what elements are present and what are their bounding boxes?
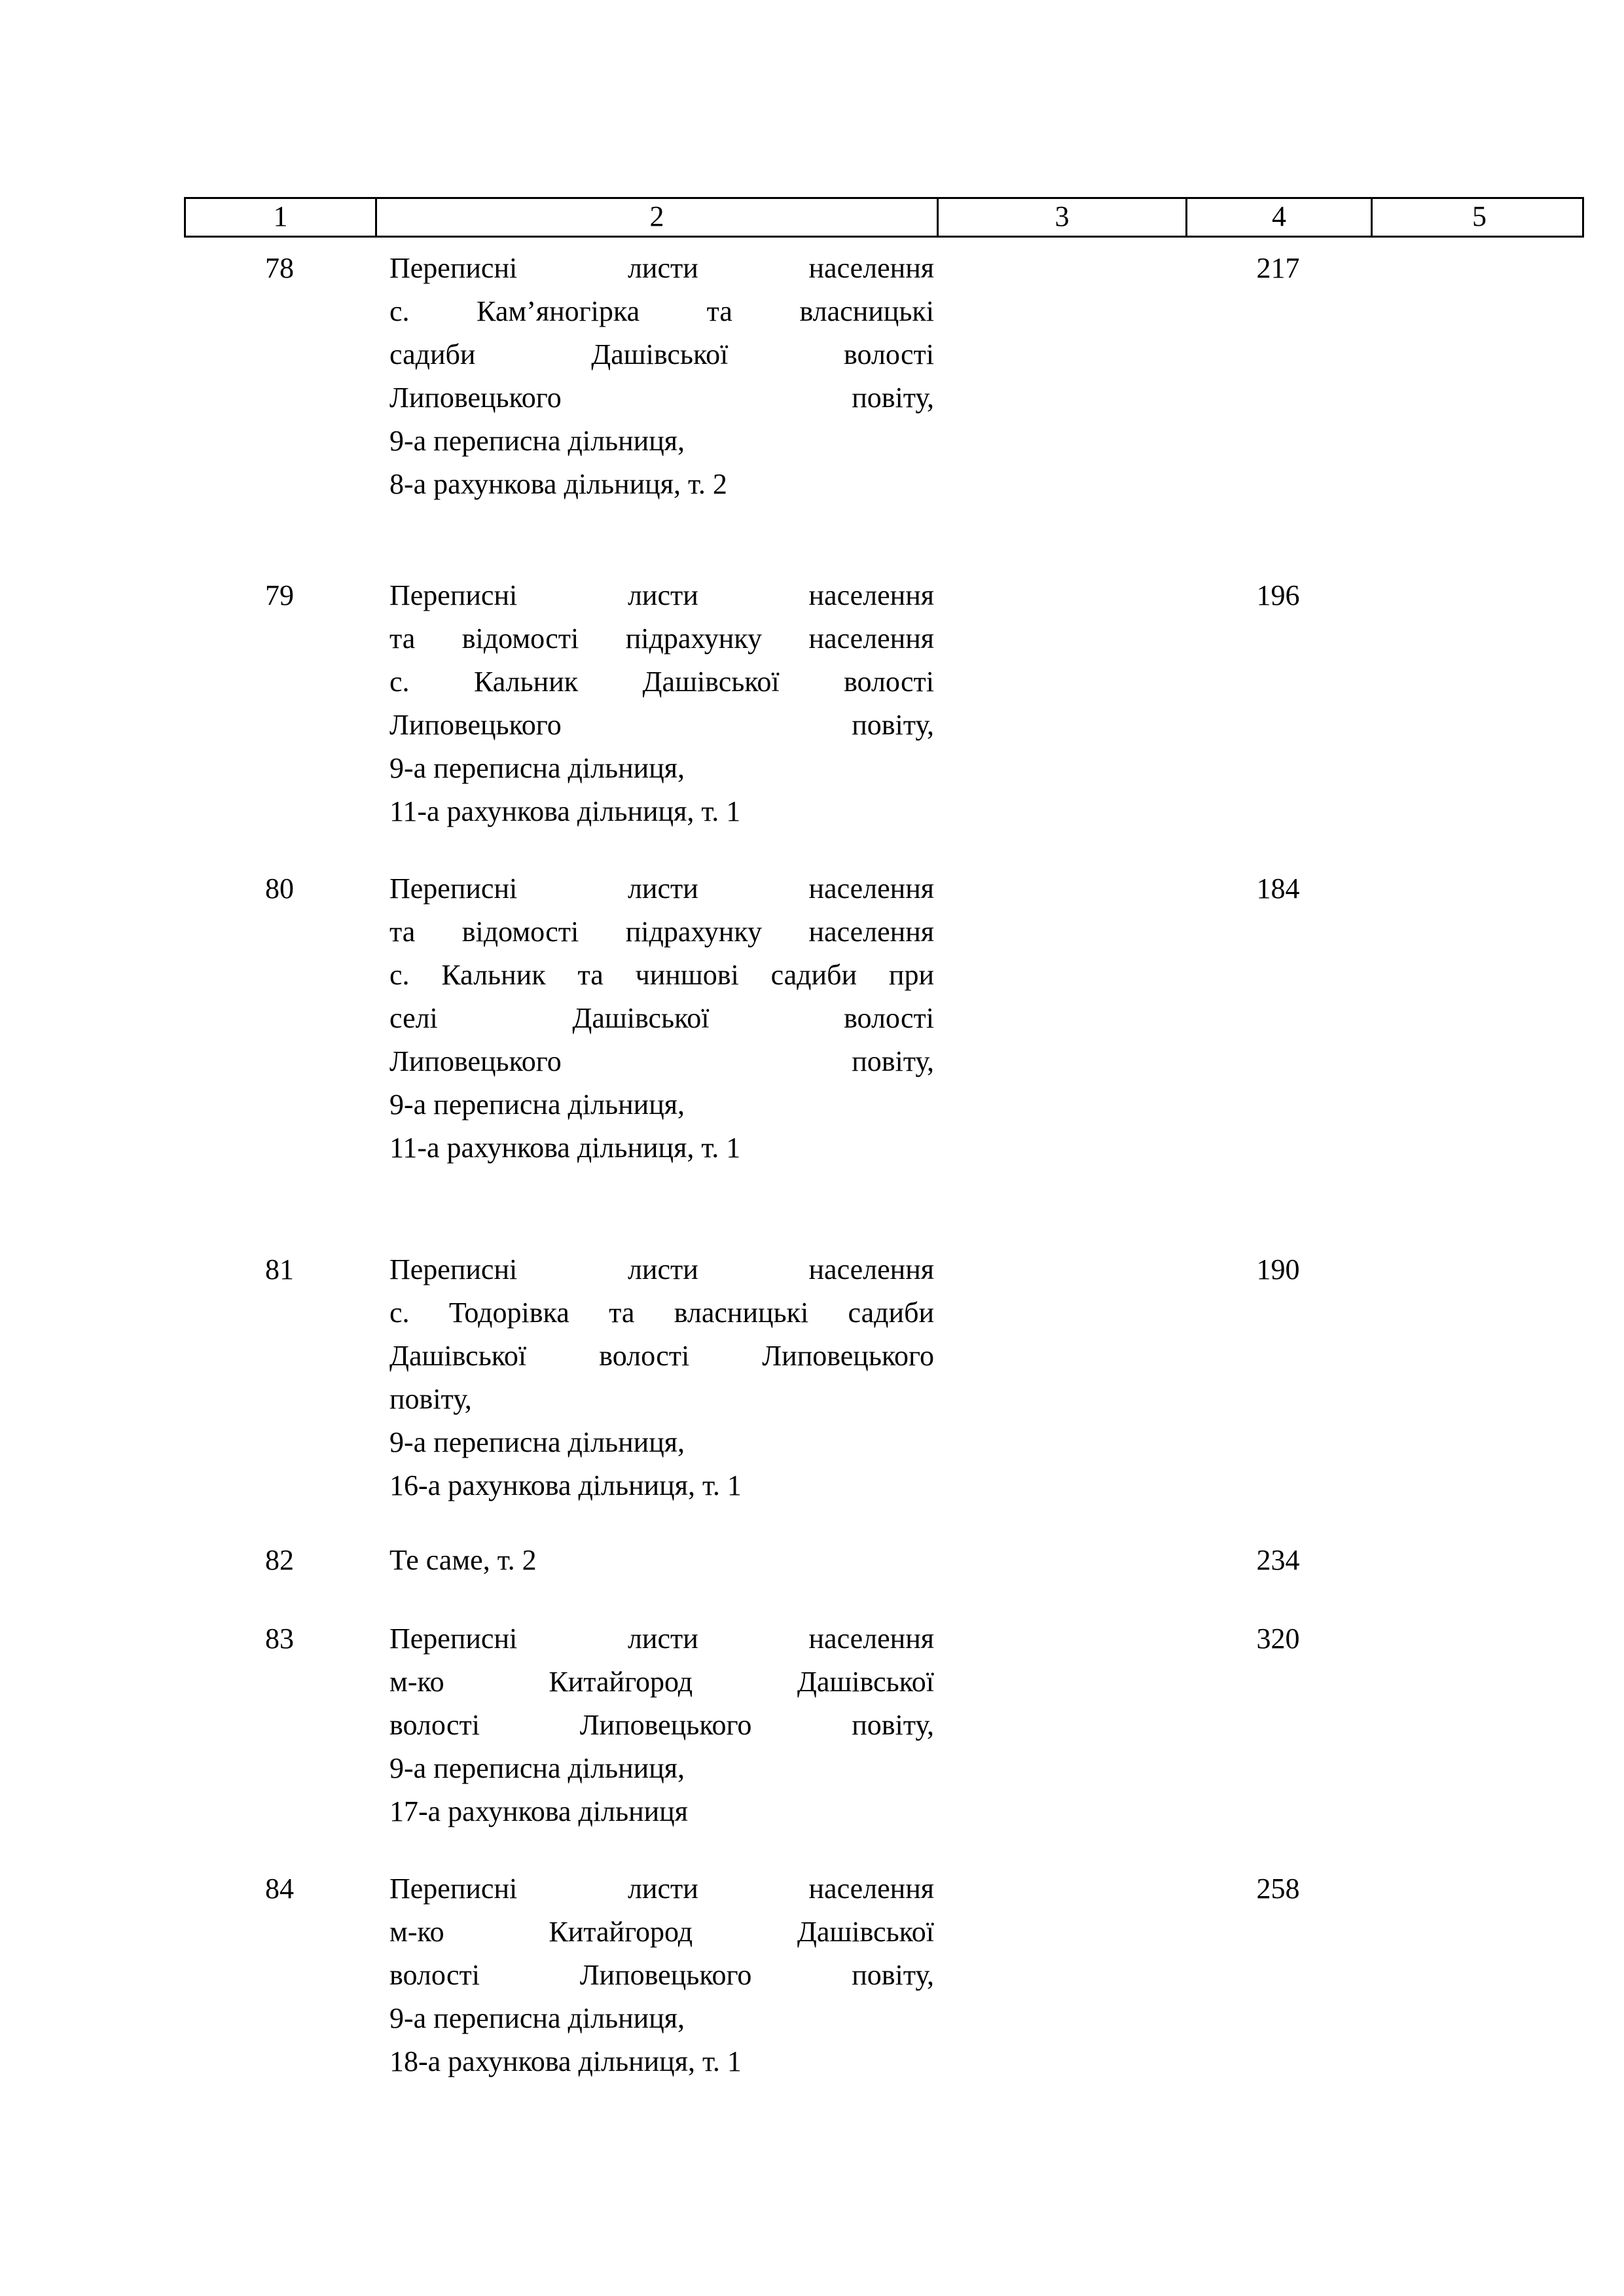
row-pages-count: 190 <box>1256 1253 1300 1285</box>
row-description <box>375 1248 937 1507</box>
row-col5 <box>1371 1248 1584 1507</box>
row-number: 80 <box>265 872 294 905</box>
description-line: м-ко Китайгород Дашівської <box>389 1916 934 1948</box>
description-line: селі Дашівської волості <box>389 1002 934 1034</box>
row-col5 <box>1371 1539 1584 1582</box>
table-row <box>184 1867 1584 2083</box>
description-line: Переписні листи населення <box>389 252 934 284</box>
description-line: 18-а рахункова дільниця, т. 1 <box>389 2045 742 2077</box>
description-line: Дашівської волості Липовецького <box>389 1340 934 1372</box>
description-line: Липовецького повіту, <box>389 1045 934 1077</box>
table-row <box>184 1248 1584 1507</box>
description-line: 9-а переписна дільниця, <box>389 1752 685 1784</box>
description-line: 17-а рахункова дільниця <box>389 1795 688 1827</box>
table-row <box>184 1617 1584 1833</box>
row-col5 <box>1371 574 1584 833</box>
description-line: волості Липовецького повіту, <box>389 1709 934 1741</box>
row-number: 79 <box>265 579 294 611</box>
row-col3 <box>937 867 1185 1170</box>
description-line: с. Кам’яногірка та власницькі <box>389 295 934 327</box>
row-col5 <box>1371 867 1584 1170</box>
description-line: 9-а переписна дільниця, <box>389 1426 685 1458</box>
description-line: м-ко Китайгород Дашівської <box>389 1666 934 1698</box>
row-pages-count: 234 <box>1256 1544 1300 1576</box>
row-col3 <box>937 574 1185 833</box>
description-line: Переписні листи населення <box>389 579 934 611</box>
row-col3 <box>937 1617 1185 1833</box>
row-pages-count: 184 <box>1256 872 1300 905</box>
row-number: 83 <box>265 1623 294 1655</box>
row-col3 <box>937 1539 1185 1582</box>
description-line: 9-а переписна дільниця, <box>389 425 685 457</box>
description-line: 8-а рахункова дільниця, т. 2 <box>389 468 727 500</box>
description-line: с. Тодорівка та власницькі садиби <box>389 1297 934 1329</box>
row-pages-count: 217 <box>1256 252 1300 284</box>
table-body <box>184 247 1584 2083</box>
row-description <box>375 1867 937 2083</box>
description-line: Те саме, т. 2 <box>389 1544 537 1576</box>
row-number: 84 <box>265 1873 294 1905</box>
row-col5 <box>1371 247 1584 506</box>
table-row <box>184 867 1584 1170</box>
row-description <box>375 867 937 1170</box>
description-line: 9-а переписна дільниця, <box>389 1088 685 1121</box>
description-line: Переписні листи населення <box>389 872 934 905</box>
inventory-table <box>184 197 1584 2083</box>
row-description <box>375 1539 937 1582</box>
description-line: садиби Дашівської волості <box>389 338 934 370</box>
description-line: 9-а переписна дільниця, <box>389 2002 685 2034</box>
description-line: та відомості підрахунку населення <box>389 622 934 655</box>
description-line: Липовецького повіту, <box>389 709 934 741</box>
row-number: 81 <box>265 1253 294 1285</box>
row-description <box>375 1617 937 1833</box>
row-description <box>375 574 937 833</box>
row-pages-count: 320 <box>1256 1623 1300 1655</box>
row-col3 <box>937 247 1185 506</box>
header-cell-3: 3 <box>939 199 1187 236</box>
table-row <box>184 1539 1584 1582</box>
row-col3 <box>937 1867 1185 2083</box>
description-line: 11-а рахункова дільниця, т. 1 <box>389 1132 741 1164</box>
row-description <box>375 247 937 506</box>
row-pages-count: 258 <box>1256 1873 1300 1905</box>
header-cell-4: 4 <box>1187 199 1373 236</box>
row-number: 82 <box>265 1544 294 1576</box>
description-line: Переписні листи населення <box>389 1873 934 1905</box>
description-line: Переписні листи населення <box>389 1623 934 1655</box>
description-line: 11-а рахункова дільниця, т. 1 <box>389 795 741 827</box>
table-header-row <box>184 197 1584 238</box>
description-line: волості Липовецького повіту, <box>389 1959 934 1991</box>
header-cell-2: 2 <box>377 199 939 236</box>
description-line: 9-а переписна дільниця, <box>389 752 685 784</box>
header-cell-5: 5 <box>1472 200 1487 232</box>
description-line: Липовецького повіту, <box>389 382 934 414</box>
table-row <box>184 247 1584 506</box>
description-line: с. Кальник Дашівської волості <box>389 666 934 698</box>
description-line: 16-а рахункова дільниця, т. 1 <box>389 1469 742 1501</box>
table-row <box>184 574 1584 833</box>
description-line: Переписні листи населення <box>389 1253 934 1285</box>
row-pages-count: 196 <box>1256 579 1300 611</box>
row-col5 <box>1371 1867 1584 2083</box>
row-number: 78 <box>265 252 294 284</box>
description-line: та відомості підрахунку населення <box>389 916 934 948</box>
row-col5 <box>1371 1617 1584 1833</box>
description-line: с. Кальник та чиншові садиби при <box>389 959 934 991</box>
description-line: повіту, <box>389 1383 472 1415</box>
header-cell-1: 1 <box>186 199 377 236</box>
row-col3 <box>937 1248 1185 1507</box>
